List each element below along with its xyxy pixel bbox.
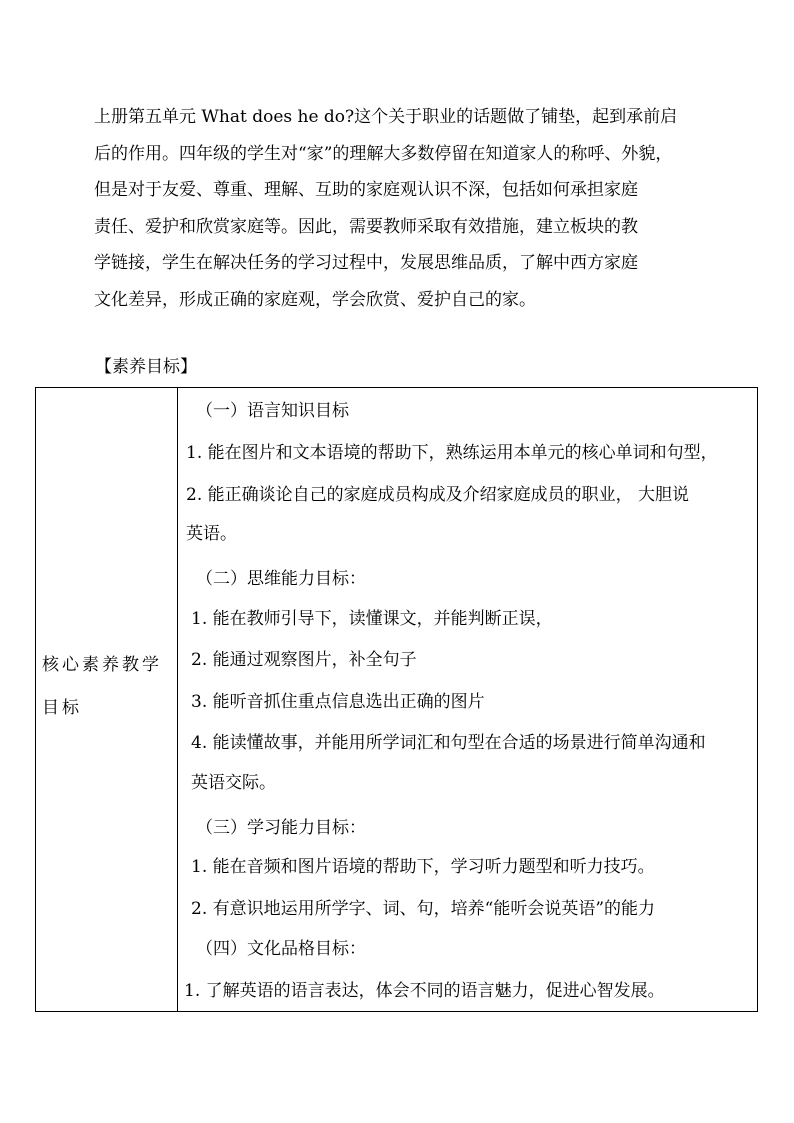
intro-line: 责任、爱护和欣赏家庭等。因此，需要教师采取有效措施，建立板块的教 bbox=[94, 216, 638, 237]
goal-category-heading: （三）学习能力目标： bbox=[196, 818, 366, 838]
intro-line: 学链接，学生在解决任务的学习过程中，发展思维品质，了解中西方家庭 bbox=[94, 253, 638, 273]
goal-item-continuation: 英语交际。 bbox=[191, 773, 276, 793]
row-label bbox=[42, 644, 172, 730]
goal-category-heading: （一）语言知识目标 bbox=[196, 401, 349, 421]
intro-line: 上册第五单元 What does he do?这个关于职业的话题做了铺垫，起到承前启 bbox=[94, 107, 678, 127]
column-divider bbox=[177, 388, 178, 1011]
literacy-goals-table bbox=[35, 387, 758, 1012]
goal-category-heading: （二）思维能力目标： bbox=[196, 569, 366, 589]
intro-line: 文化差异，形成正确的家庭观，学会欣赏、爱护自己的家。 bbox=[94, 289, 536, 310]
goal-item: 2. 能通过观察图片，补全句子 bbox=[191, 650, 417, 670]
goal-item: 1. 能在教师引导下，读懂课文，并能判断正误， bbox=[191, 609, 553, 629]
goal-item: 1. 能在图片和文本语境的帮助下，熟练运用本单元的核心单词和句型， bbox=[186, 443, 718, 463]
goal-item: 2. 有意识地运用所学字、词、句，培养“能听会说英语”的能力 bbox=[191, 899, 656, 919]
intro-paragraph bbox=[94, 99, 714, 318]
section-heading: 【素养目标】 bbox=[95, 357, 197, 377]
intro-line: 但是对于友爱、尊重、理解、互助的家庭观认识不深，包括如何承担家庭 bbox=[94, 180, 638, 200]
goal-item-continuation: 英语。 bbox=[186, 524, 237, 544]
goal-category-heading: （四）文化品格目标： bbox=[196, 939, 366, 959]
intro-line: 后的作用。四年级的学生对“家”的理解大多数停留在知道家人的称呼、外貌， bbox=[94, 143, 673, 164]
row-label-line: 核心素养教学 bbox=[42, 655, 162, 675]
goal-item: 2. 能正确谈论自己的家庭成员构成及介绍家庭成员的职业， 大胆说 bbox=[186, 485, 690, 505]
goal-item: 1. 了解英语的语言表达，体会不同的语言魅力，促进心智发展。 bbox=[184, 981, 665, 1001]
goal-item: 4. 能读懂故事，并能用所学词汇和句型在合适的场景进行简单沟通和 bbox=[191, 733, 706, 753]
goal-item: 3. 能听音抓住重点信息选出正确的图片 bbox=[191, 692, 485, 712]
goal-item: 1. 能在音频和图片语境的帮助下，学习听力题型和听力技巧。 bbox=[191, 857, 655, 877]
row-label-line: 目标 bbox=[42, 698, 82, 718]
